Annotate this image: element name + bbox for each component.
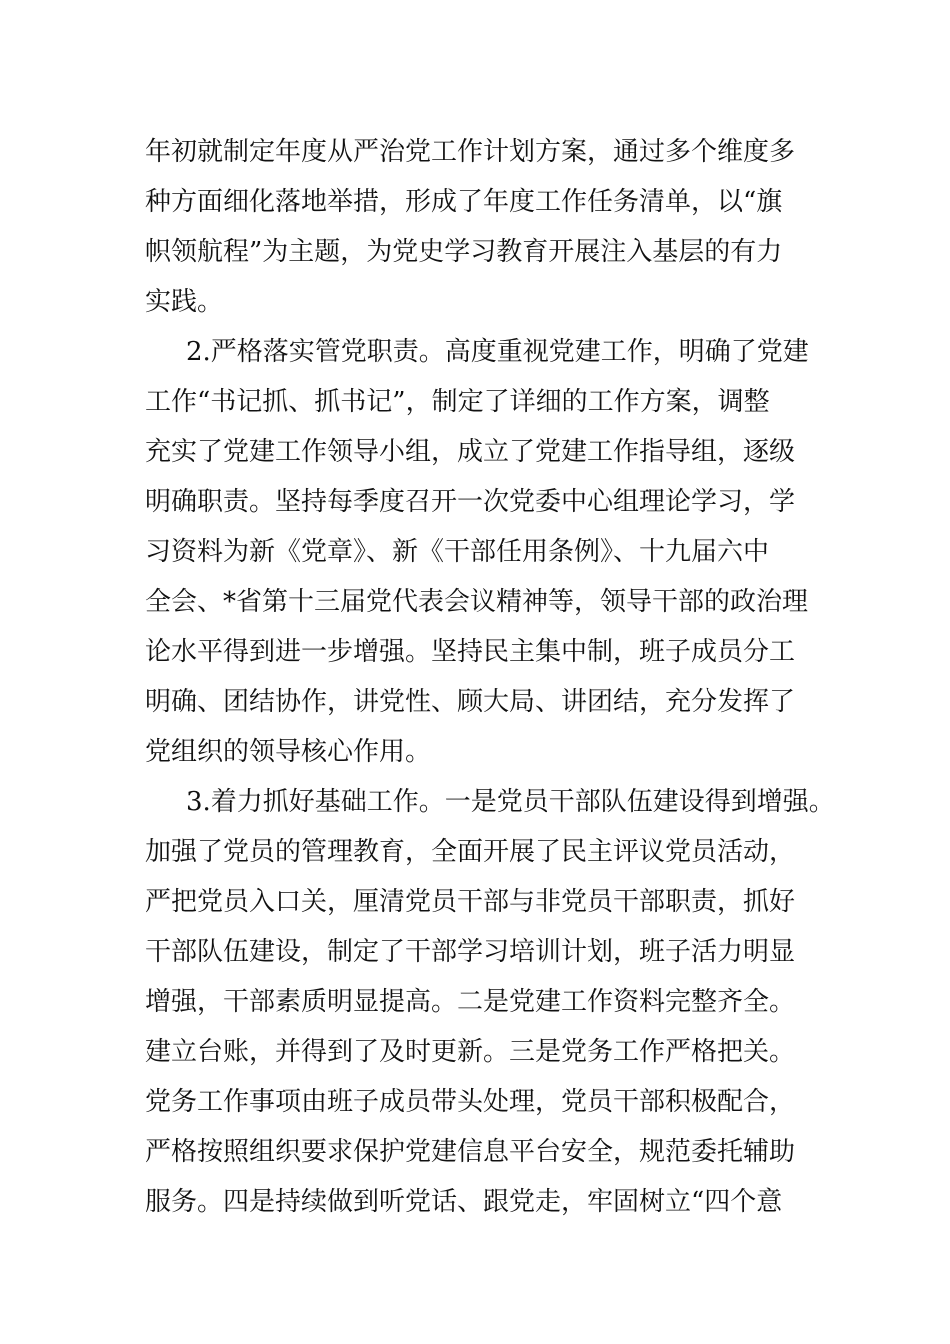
text-line: 党组织的领导核心作用。: [145, 737, 432, 767]
text-line: 论水平得到进一步增强。坚持民主集中制，班子成员分工: [145, 637, 796, 667]
paragraph-2-heading-line: 2.严格落实管党职责。高度重视党建工作，明确了党建: [186, 337, 809, 367]
text-line: 严格按照组织要求保护党建信息平台安全，规范委托辅助: [145, 1137, 796, 1167]
text-line: 充实了党建工作领导小组，成立了党建工作指导组，逐级: [145, 437, 796, 467]
text-line: 干部队伍建设，制定了干部学习培训计划，班子活力明显: [145, 937, 796, 967]
text-line: 习资料为新《党章》、新《干部任用条例》、十九届六中: [145, 537, 770, 567]
text-line: 年初就制定年度从严治党工作计划方案，通过多个维度多: [145, 137, 796, 167]
text-line: 明确职责。坚持每季度召开一次党委中心组理论学习，学: [145, 487, 796, 517]
text-line: 建立台账，并得到了及时更新。三是党务工作严格把关。: [145, 1037, 796, 1067]
text-line: 实践。: [145, 287, 224, 317]
text-line: 党务工作事项由班子成员带头处理，党员干部积极配合，: [145, 1087, 796, 1117]
text-line: 明确、团结协作，讲党性、顾大局、讲团结，充分发挥了: [145, 687, 796, 717]
paragraph-3-heading-line: 3.着力抓好基础工作。一是党员干部队伍建设得到增强。: [186, 787, 835, 817]
text-line: 增强，干部素质明显提高。二是党建工作资料完整齐全。: [145, 987, 796, 1017]
text-line: 加强了党员的管理教育，全面开展了民主评议党员活动，: [145, 837, 796, 867]
text-line: 服务。四是持续做到听党话、跟党走，牢固树立“四个意: [145, 1187, 783, 1217]
text-line: 帜领航程”为主题，为党史学习教育开展注入基层的有力: [145, 237, 783, 267]
text-line: 工作“书记抓、抓书记”，制定了详细的工作方案，调整: [145, 387, 770, 417]
text-line: 严把党员入口关，厘清党员干部与非党员干部职责，抓好: [145, 887, 796, 917]
text-line: 种方面细化落地举措，形成了年度工作任务清单，以“旗: [145, 187, 783, 217]
text-line: 全会、*省第十三届党代表会议精神等，领导干部的政治理: [145, 587, 809, 617]
